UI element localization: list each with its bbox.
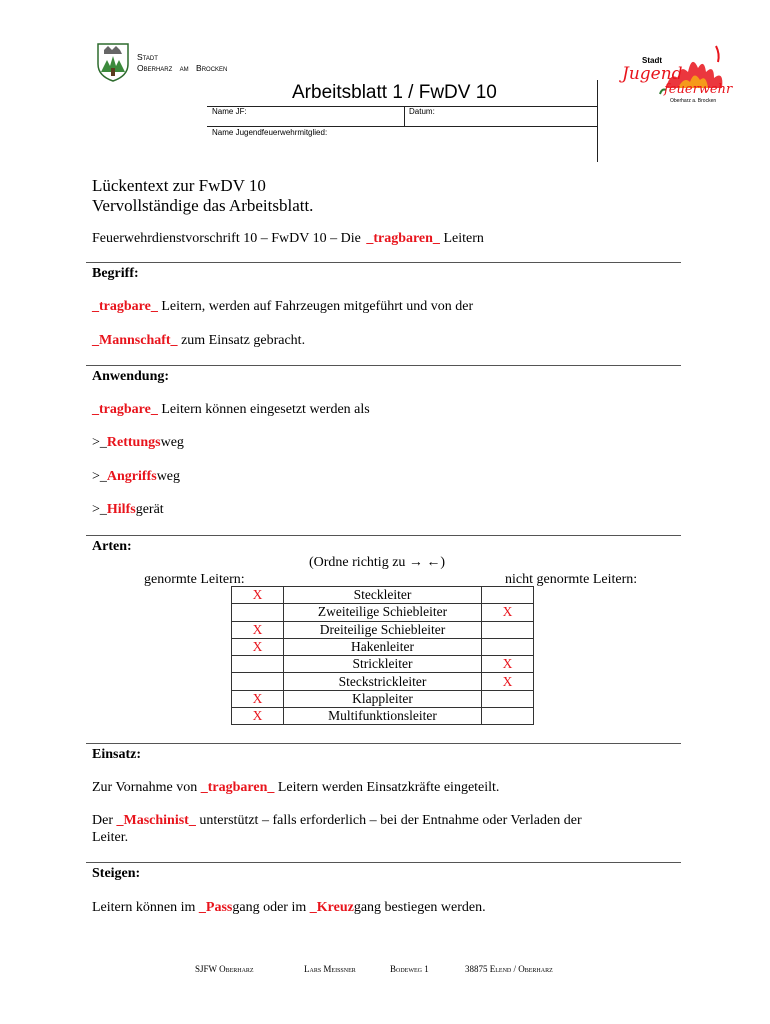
anwendung-item-rettungsweg: >_Rettungsweg (92, 435, 184, 450)
town-name-line2: Oberharz am Brocken (137, 63, 228, 73)
footer-city: 38875 Elend / Oberharz (465, 964, 553, 974)
nicht-genormt-cell[interactable] (482, 708, 534, 725)
steigen-heading: Steigen: (92, 866, 141, 881)
arten-instruction: (Ordne richtig zu → ←) (309, 555, 446, 570)
nicht-genormt-cell[interactable]: X (482, 656, 534, 673)
title-rule (207, 106, 597, 107)
answer-kreuz: _Kreuz (309, 900, 354, 915)
town-name-line1: Stadt (137, 52, 158, 62)
einsatz-heading: Einsatz: (92, 747, 141, 762)
steigen-sentence: Leitern können im _Passgang oder im _Kreuzgang bestiegen werden. (92, 900, 486, 915)
table-row (232, 656, 534, 673)
ladder-name: Multifunktionsleiter (284, 708, 482, 725)
nicht-genormt-cell[interactable]: X (482, 604, 534, 621)
footer-org: SJFW Oberharz (195, 964, 254, 974)
member-name-field[interactable]: Name Jugendfeuerwehrmitglied: (212, 128, 328, 137)
section-divider (86, 862, 681, 863)
nicht-genormte-label: nicht genormte Leitern: (505, 572, 638, 587)
table-row (232, 621, 534, 638)
genormt-cell[interactable]: X (232, 708, 284, 725)
ladder-classification-table (231, 586, 534, 725)
footer-street: Bodeweg 1 (390, 964, 429, 974)
title-rule-vertical-mid (404, 106, 405, 126)
section-divider (86, 743, 681, 744)
genormte-label: genormte Leitern: (144, 572, 245, 587)
section-divider (86, 262, 681, 263)
genormt-cell[interactable]: X (232, 690, 284, 707)
logo-feuerwehr-text: feuerwehr (664, 82, 733, 97)
logo-stadt-text: Stadt (642, 56, 662, 65)
nicht-genormt-cell[interactable] (482, 638, 534, 655)
ladder-name: Strickleiter (284, 656, 482, 673)
einsatz-sentence-2: Der _Maschinist_ unterstützt – falls erforderlich – bei der Entnahme oder Verladen der (92, 813, 582, 828)
intro-instruction: Vervollständige das Arbeitsblatt. (92, 196, 314, 215)
begriff-heading: Begriff: (92, 266, 139, 281)
section-divider (86, 535, 681, 536)
genormt-cell[interactable] (232, 604, 284, 621)
section-divider (86, 365, 681, 366)
ladder-name: Zweiteilige Schiebleiter (284, 604, 482, 621)
intro-heading: Lückentext zur FwDV 10 (92, 176, 266, 195)
logo-jugend-text: Jugend (622, 64, 683, 84)
nicht-genormt-cell[interactable] (482, 587, 534, 604)
table-row (232, 673, 534, 690)
answer-tragbare: _tragbare_ (92, 402, 158, 417)
table-row (232, 638, 534, 655)
sheet-title: Arbeitsblatt 1 / FwDV 10 (292, 82, 497, 103)
anwendung-sentence: _tragbare_ Leitern können eingesetzt werden als (92, 402, 370, 417)
genormt-cell[interactable] (232, 673, 284, 690)
einsatz-sentence-2-cont: Leiter. (92, 830, 129, 845)
arten-heading: Arten: (92, 539, 132, 554)
date-field[interactable]: Datum: (409, 107, 435, 116)
intro-line: Feuerwehrdienstvorschrift 10 – FwDV 10 – Die _tragbaren_ Leitern (92, 231, 484, 246)
begriff-sentence-2: _Mannschaft_ zum Einsatz gebracht. (92, 333, 306, 348)
table-row (232, 690, 534, 707)
logo-subtitle-text: Oberharz a. Brocken (670, 98, 717, 104)
answer-pass: _Pass (198, 900, 233, 915)
anwendung-item-angriffsweg: >_Angriffsweg (92, 469, 181, 484)
answer-tragbare: _tragbare_ (92, 299, 158, 314)
ladder-name: Hakenleiter (284, 638, 482, 655)
table-row (232, 708, 534, 725)
begriff-sentence-1: _tragbare_ Leitern, werden auf Fahrzeugen mitgeführt und von der (92, 299, 474, 314)
anwendung-item-hilfsgeraet: >_Hilfsgerät (92, 502, 164, 517)
town-crest-icon (96, 42, 130, 82)
ladder-name: Klappleiter (284, 690, 482, 707)
title-rule-vertical-right (597, 80, 598, 162)
genormt-cell[interactable] (232, 656, 284, 673)
jugendfeuerwehr-logo (620, 42, 732, 104)
ladder-name: Steckleiter (284, 587, 482, 604)
footer-person: Lars Meißner (304, 964, 356, 974)
genormt-cell[interactable]: X (232, 638, 284, 655)
ladder-name: Dreiteilige Schiebleiter (284, 621, 482, 638)
ladder-name: Steckstrickleiter (284, 673, 482, 690)
anwendung-heading: Anwendung: (92, 369, 170, 384)
name-jf-field[interactable]: Name JF: (212, 107, 247, 116)
answer-maschinist: _Maschinist_ (116, 813, 196, 828)
nicht-genormt-cell[interactable] (482, 690, 534, 707)
nicht-genormt-cell[interactable]: X (482, 673, 534, 690)
answer-tragbaren: _tragbaren_ (366, 231, 440, 246)
nicht-genormt-cell[interactable] (482, 621, 534, 638)
genormt-cell[interactable]: X (232, 587, 284, 604)
table-row (232, 587, 534, 604)
title-rule-2 (207, 126, 597, 127)
einsatz-sentence-1: Zur Vornahme von _tragbaren_ Leitern werden Einsatzkräfte eingeteilt. (92, 780, 500, 795)
answer-tragbaren: _tragbaren_ (200, 780, 275, 795)
answer-mannschaft: _Mannschaft_ (92, 333, 178, 348)
genormt-cell[interactable]: X (232, 621, 284, 638)
table-row (232, 604, 534, 621)
